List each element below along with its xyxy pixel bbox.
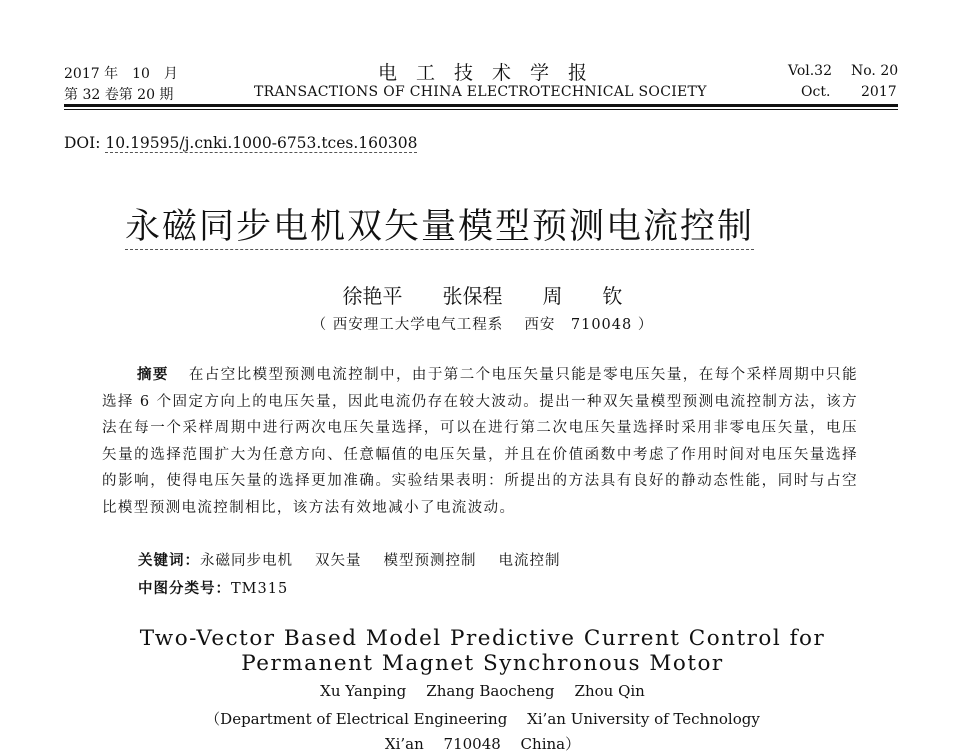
doi-link[interactable]: 10.19595/j.cnki.1000-6753.tces.160308 (105, 134, 418, 152)
authors-cn: 徐艳平 张保程 周 钦 (342, 284, 623, 308)
english-authors (0, 682, 965, 700)
header-month: Oct. (801, 84, 831, 100)
keyword-item: 电流控制 (498, 553, 561, 569)
header-number: No. 20 (851, 63, 899, 79)
keywords (138, 549, 561, 570)
keyword-item: 双矢量 (315, 553, 362, 569)
journal-title-en: TRANSACTIONS OF CHINA ELECTROTECHNICAL SOCIETY (254, 84, 707, 100)
keyword-item: 模型预测控制 (383, 553, 477, 569)
classification-value: TM315 (231, 581, 289, 597)
keyword-item: 永磁同步电机 (200, 553, 293, 569)
classification (138, 577, 288, 598)
affiliation-cn: （ 西安理工大学电气工程系 西安 710048 ） (311, 317, 654, 333)
header-date: 2017 年 10 月 (64, 66, 178, 82)
abstract (102, 362, 858, 521)
header-rule-thick (64, 104, 898, 107)
english-author: Zhou Qin (574, 682, 645, 700)
classification-label: 中图分类号： (138, 581, 231, 597)
english-affiliation-line-2: Xi’an 710048 China） (384, 735, 581, 753)
header-issue: 第 32 卷第 20 期 (64, 87, 174, 103)
doi (64, 134, 417, 152)
paper-title: 永磁同步电机双矢量模型预测电流控制 (125, 205, 754, 250)
header-volume: Vol.32 (788, 63, 832, 79)
english-affiliation-line-1: （Department of Electrical Engineering Xi’an University of Technology (205, 710, 760, 728)
english-title-line-1: Two-Vector Based Model Predictive Current Control for (139, 626, 826, 651)
doi-label: DOI: (64, 134, 101, 152)
header-rule-thin (64, 109, 898, 110)
english-author: Xu Yanping (320, 682, 407, 700)
abstract-label: 摘要 (137, 367, 169, 383)
header-year: 2017 (861, 84, 897, 100)
english-author: Zhang Baocheng (426, 682, 555, 700)
journal-title-cn: 电 工 技 术 学 报 (377, 62, 587, 84)
keywords-label: 关键词： (138, 553, 200, 569)
abstract-text: 在占空比模型预测电流控制中，由于第二个电压矢量只能是零电压矢量，在每个采样周期中只能选择 6 个固定方向上的电压矢量，因此电流仍存在较大波动。提出一种双矢量模型预测电流控制方法，该方法在每一个采样周期中进行两次电压矢量选择，可以在进行第二次电压矢量选择时采用非零电压矢量，电压矢量的选择范围扩大为任意方向、任意幅值的电压矢量，并且在价值函数中考虑了作用时间对电压矢量选择的影响，使得电压矢量的选择更加准确。实验结果表明：所提出的方法具有良好的静动态性能，同时与占空比模型预测电流控制相比，该方法有效地减小了电流波动。 (102, 367, 858, 516)
english-title-line-2: Permanent Magnet Synchronous Motor (241, 651, 724, 676)
